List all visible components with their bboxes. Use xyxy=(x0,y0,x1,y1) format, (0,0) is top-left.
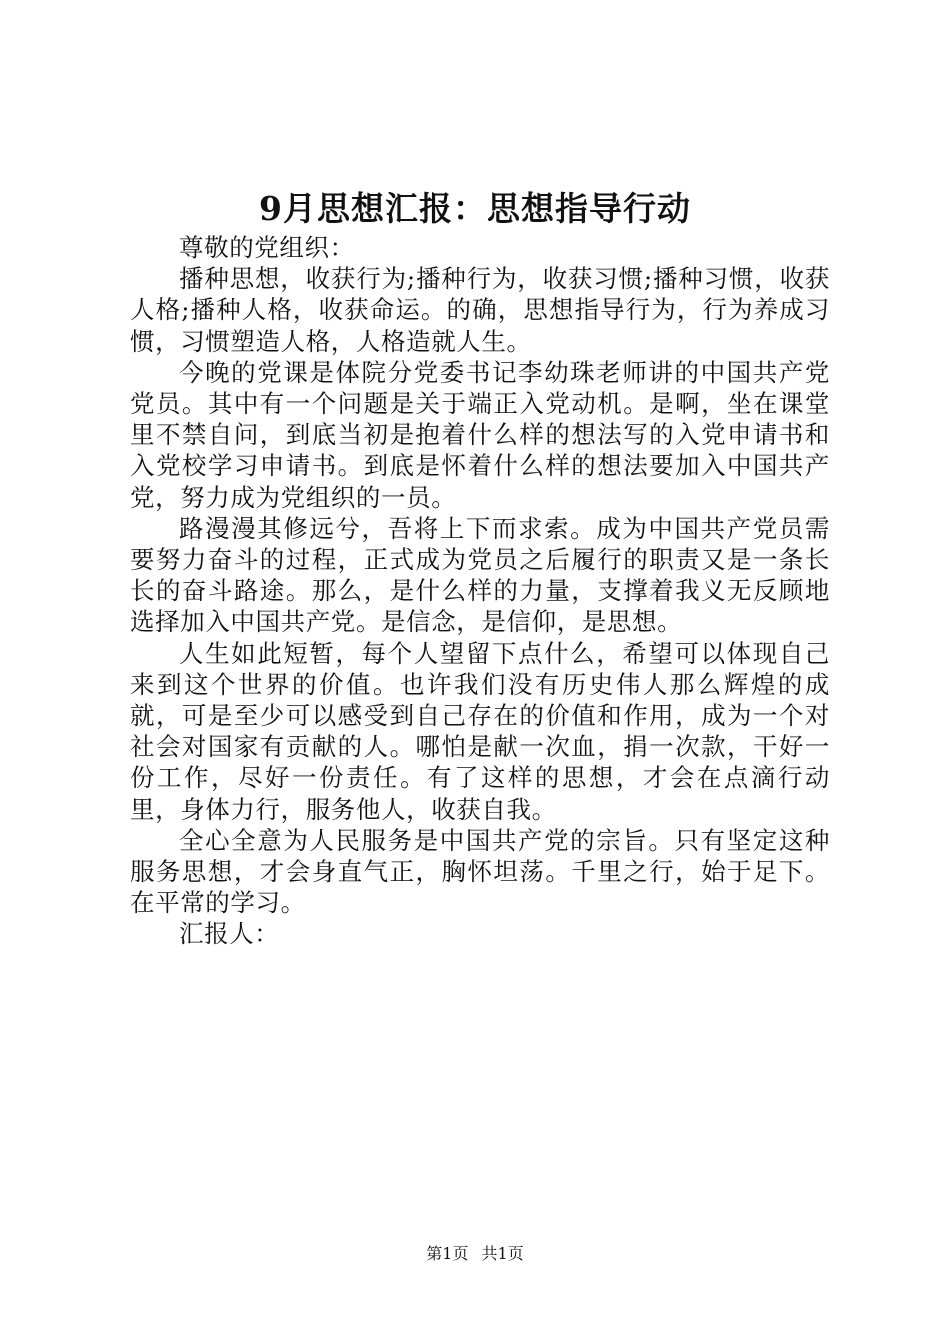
page-footer xyxy=(0,1243,950,1265)
salutation: 尊敬的党组织： xyxy=(179,233,355,262)
paragraph-5: 全心全意为人民服务是中国共产党的宗旨。只有坚定这种服务思想，才会身直气正，胸怀坦荡。千里之行，始于足下。在平常的学习。 xyxy=(130,825,830,918)
document-title: 9月思想汇报：思想指导行动 xyxy=(259,189,691,228)
paragraph-2: 今晚的党课是体院分党委书记李幼珠老师讲的中国共产党党员。其中有一个问题是关于端正入党动机。是啊，坐在课堂里不禁自问，到底当初是抱着什么样的想法写的入党申请书和入党校学习申请书。到底是怀着什么样的想法要加入中国共产党，努力成为党组织的一员。 xyxy=(130,357,830,512)
document-body xyxy=(130,232,830,950)
paragraph-3: 路漫漫其修远兮，吾将上下而求索。成为中国共产党员需要努力奋斗的过程，正式成为党员之后履行的职责又是一条长长的奋斗路途。那么，是什么样的力量，支撑着我义无反顾地选择加入中国共产党。是信念，是信仰，是思想。 xyxy=(130,513,830,637)
paragraph-1: 播种思想，收获行为;播种行为，收获习惯;播种习惯，收获人格;播种人格，收获命运。的确，思想指导行为，行为养成习惯，习惯塑造人格，人格造就人生。 xyxy=(130,264,830,356)
paragraph-4: 人生如此短暂，每个人望留下点什么，希望可以体现自己来到这个世界的价值。也许我们没有历史伟人那么辉煌的成就，可是至少可以感受到自己存在的价值和作用，成为一个对社会对国家有贡献的人。哪怕是献一次血，捐一次款，干好一份工作，尽好一份责任。有了这样的思想，才会在点滴行动里，身体力行，服务他人，收获自我。 xyxy=(130,638,830,824)
page-number-total: 共1页 xyxy=(481,1244,524,1263)
reporter-signature: 汇报人： xyxy=(179,919,280,949)
page-number-current: 第1页 xyxy=(426,1244,469,1263)
